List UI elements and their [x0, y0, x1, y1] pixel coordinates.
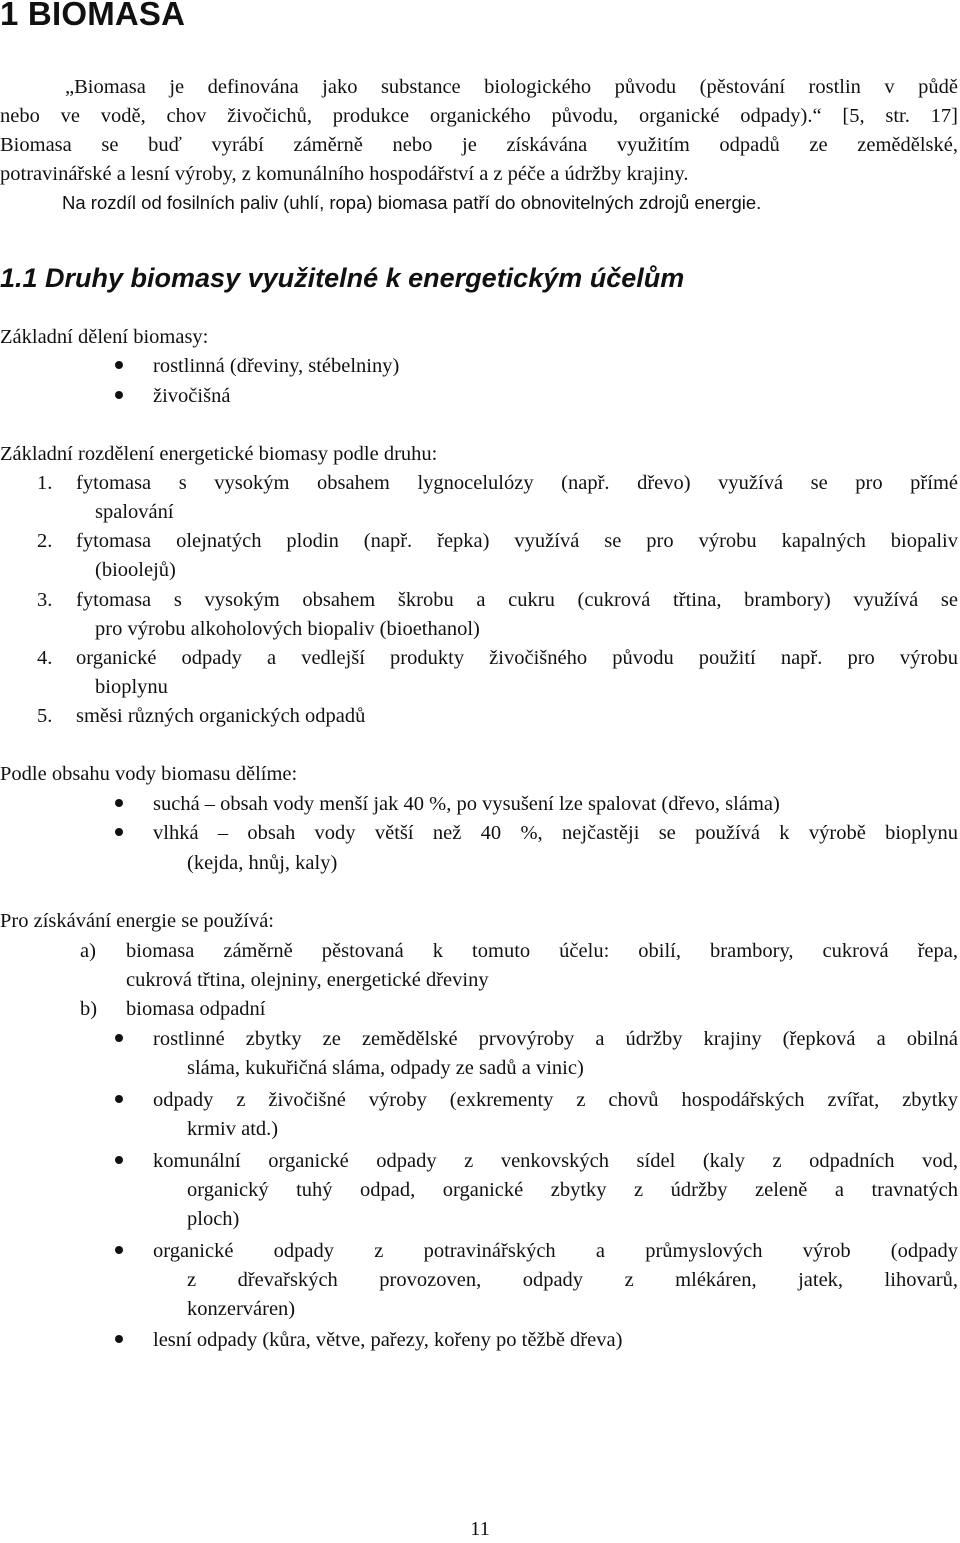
energy-use-b-line: biomasa odpadní	[126, 998, 266, 1020]
waste-item-line: sláma, kukuřičná sláma, odpady ze sadů a vinic)	[187, 1057, 584, 1079]
water-item-dry: suchá – obsah vody menší jak 40 %, po vysušení lze spalovat (dřevo, sláma)	[153, 793, 780, 815]
waste-item-line: komunální organické odpady z venkovských sídel (kaly z odpadních vod,	[153, 1150, 958, 1172]
energy-use-a-line: biomasa záměrně pěstovaná k tomuto účelu: obilí, brambory, cukrová řepa,	[126, 940, 958, 962]
water-item-wet-cont: (kejda, hnůj, kaly)	[187, 852, 338, 874]
list-item-line: fytomasa s vysokým obsahem škrobu a cukru (cukrová třtina, brambory) využívá se	[76, 589, 958, 611]
basic-division-label: Základní dělení biomasy:	[0, 326, 209, 348]
list-item-line: fytomasa olejnatých plodin (např. řepka) využívá se pro výrobu kapalných biopaliv	[76, 530, 958, 552]
bullet-icon	[115, 391, 123, 399]
list-item-line: bioplynu	[95, 676, 168, 698]
water-label: Podle obsahu vody biomasu dělíme:	[0, 763, 298, 785]
list-item-line: (bioolejů)	[95, 559, 176, 581]
list-number: 1.	[37, 472, 53, 494]
waste-item-line: konzerváren)	[187, 1298, 296, 1320]
waste-item-line: lesní odpady (kůra, větve, pařezy, kořeny po těžbě dřeva)	[153, 1329, 623, 1351]
waste-item-line: ploch)	[187, 1208, 240, 1230]
bullet-icon	[115, 1246, 123, 1254]
bullet-icon	[115, 828, 123, 836]
energy-division-label: Základní rozdělení energetické biomasy podle druhu:	[0, 443, 438, 465]
waste-item-line: odpady z živočišné výroby (exkrementy z chovů hospodářských zvířat, zbytky	[153, 1089, 958, 1111]
intro-line-4: potravinářské a lesní výroby, z komunálního hospodářství a z péče a údržby krajiny.	[0, 163, 689, 185]
bullet-icon	[115, 361, 123, 369]
energy-use-label: Pro získávání energie se používá:	[0, 910, 275, 932]
waste-item-line: z dřevařských provozoven, odpady z mlékáren, jatek, lihovarů,	[187, 1269, 958, 1291]
list-number: 5.	[37, 705, 53, 727]
list-item-line: směsi různých organických odpadů	[76, 705, 366, 727]
chapter-heading: 1 BIOMASA	[0, 0, 186, 32]
bullet-icon	[115, 1095, 123, 1103]
waste-item-line: rostlinné zbytky ze zemědělské prvovýroby a údržby krajiny (řepková a obilná	[153, 1028, 958, 1050]
intro-line-3: Biomasa se buď vyrábí záměrně nebo je získávána využitím odpadů ze zemědělské,	[0, 134, 958, 156]
list-marker-b: b)	[80, 998, 98, 1020]
section-heading: 1.1 Druhy biomasy využitelné k energetickým účelům	[0, 263, 685, 293]
bullet-icon	[115, 1034, 123, 1042]
waste-item-line: organický tuhý odpad, organické zbytky z údržby zeleně a travnatých	[187, 1179, 958, 1201]
waste-item-line: krmiv atd.)	[187, 1118, 279, 1140]
list-number: 3.	[37, 589, 53, 611]
intro-line-2: nebo ve vodě, chov živočichů, produkce organického původu, organické odpady).“ [5, str. 17]	[0, 105, 958, 127]
bullet-icon	[115, 1156, 123, 1164]
waste-item-line: organické odpady z potravinářských a průmyslových výrob (odpady	[153, 1240, 958, 1262]
list-item-line: fytomasa s vysokým obsahem lygnocelulózy (např. dřevo) využívá se pro přímé	[76, 472, 958, 494]
intro-line-5: Na rozdíl od fosilních paliv (uhlí, ropa) biomasa patří do obnovitelných zdrojů energie.	[62, 192, 762, 213]
list-item-line: organické odpady a vedlejší produkty živočišného původu použití např. pro výrobu	[76, 647, 958, 669]
list-item-line: spalování	[95, 501, 174, 523]
bullet-icon	[115, 799, 123, 807]
list-marker-a: a)	[80, 940, 96, 962]
energy-use-a-line: cukrová třtina, olejniny, energetické dřeviny	[126, 969, 489, 991]
list-item-line: pro výrobu alkoholových biopaliv (bioethanol)	[95, 618, 480, 640]
intro-line-1: „Biomasa je definována jako substance biologického původu (pěstování rostlin v půdě	[65, 76, 958, 98]
list-number: 2.	[37, 530, 53, 552]
bullet-icon	[115, 1335, 123, 1343]
list-number: 4.	[37, 647, 53, 669]
basic-division-item: rostlinná (dřeviny, stébelniny)	[153, 355, 400, 377]
basic-division-item: živočišná	[153, 385, 231, 407]
water-item-wet: vlhká – obsah vody větší než 40 %, nejčastěji se používá k výrobě bioplynu	[153, 822, 958, 844]
page-number: 11	[470, 1518, 490, 1540]
